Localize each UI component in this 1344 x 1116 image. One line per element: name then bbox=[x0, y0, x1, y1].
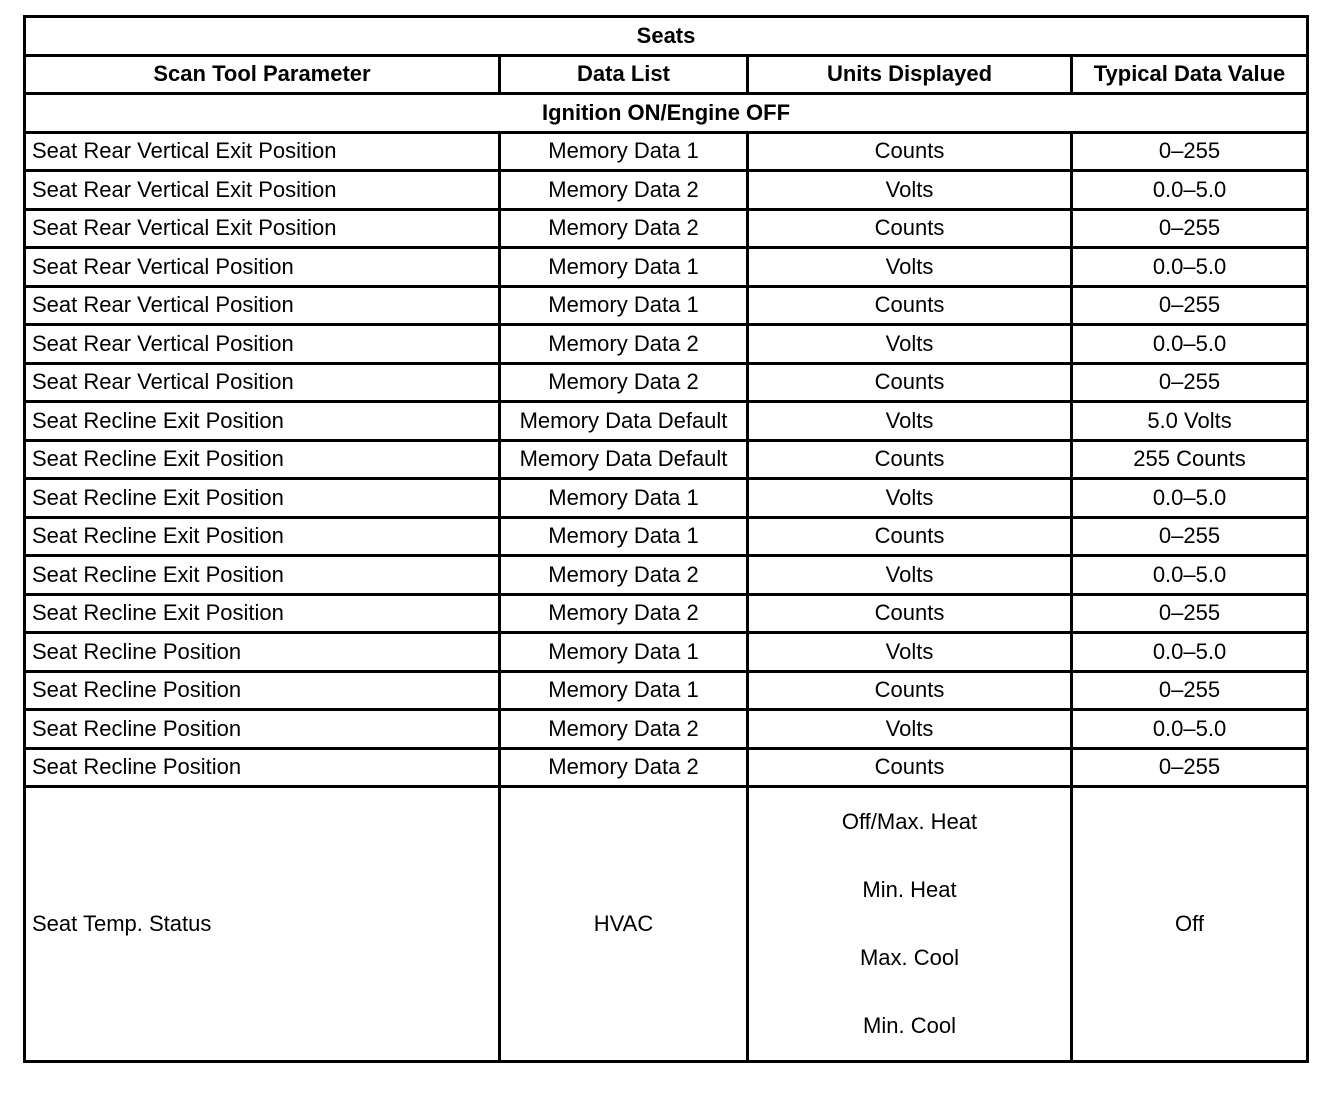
cell-parameter: Seat Recline Position bbox=[25, 710, 500, 749]
cell-parameter: Seat Recline Exit Position bbox=[25, 402, 500, 441]
cell-typical: 0–255 bbox=[1072, 132, 1308, 171]
table-row bbox=[25, 325, 1308, 364]
cell-parameter: Seat Rear Vertical Exit Position bbox=[25, 209, 500, 248]
cell-typical: 0.0–5.0 bbox=[1072, 248, 1308, 287]
cell-units: Volts bbox=[748, 633, 1072, 672]
table-row bbox=[25, 479, 1308, 518]
cell-parameter: Seat Recline Exit Position bbox=[25, 594, 500, 633]
cell-units: Volts bbox=[748, 248, 1072, 287]
cell-typical: 0–255 bbox=[1072, 671, 1308, 710]
cell-typical: Off bbox=[1072, 787, 1308, 1062]
cell-data-list: Memory Data 2 bbox=[500, 209, 748, 248]
unit-option: Off/Max. Heat bbox=[841, 809, 978, 834]
cell-data-list: Memory Data 2 bbox=[500, 710, 748, 749]
cell-typical: 255 Counts bbox=[1072, 440, 1308, 479]
cell-typical: 5.0 Volts bbox=[1072, 402, 1308, 441]
cell-units: Counts bbox=[748, 363, 1072, 402]
cell-typical: 0.0–5.0 bbox=[1072, 479, 1308, 518]
cell-data-list: Memory Data 2 bbox=[500, 171, 748, 210]
cell-typical: 0.0–5.0 bbox=[1072, 325, 1308, 364]
cell-data-list: Memory Data 2 bbox=[500, 363, 748, 402]
cell-typical: 0–255 bbox=[1072, 209, 1308, 248]
cell-data-list: Memory Data 1 bbox=[500, 517, 748, 556]
header-data-list: Data List bbox=[500, 55, 748, 94]
table-row bbox=[25, 440, 1308, 479]
cell-typical: 0.0–5.0 bbox=[1072, 171, 1308, 210]
cell-data-list: Memory Data 2 bbox=[500, 594, 748, 633]
cell-data-list: Memory Data 1 bbox=[500, 286, 748, 325]
header-units: Units Displayed bbox=[748, 55, 1072, 94]
cell-data-list: Memory Data 1 bbox=[500, 671, 748, 710]
table-row bbox=[25, 594, 1308, 633]
unit-option: Min. Heat bbox=[862, 877, 957, 902]
cell-data-list: Memory Data 1 bbox=[500, 248, 748, 287]
cell-typical: 0.0–5.0 bbox=[1072, 556, 1308, 595]
cell-units: Volts bbox=[748, 325, 1072, 364]
cell-typical: 0–255 bbox=[1072, 363, 1308, 402]
cell-parameter: Seat Rear Vertical Position bbox=[25, 325, 500, 364]
table-row bbox=[25, 363, 1308, 402]
cell-units bbox=[748, 787, 1072, 1062]
cell-parameter: Seat Rear Vertical Position bbox=[25, 363, 500, 402]
cell-typical: 0–255 bbox=[1072, 517, 1308, 556]
unit-option: Min. Cool bbox=[863, 1013, 956, 1038]
cell-data-list: Memory Data 1 bbox=[500, 633, 748, 672]
cell-units: Counts bbox=[748, 517, 1072, 556]
cell-units: Counts bbox=[748, 671, 1072, 710]
cell-units: Counts bbox=[748, 748, 1072, 787]
cell-parameter: Seat Recline Exit Position bbox=[25, 556, 500, 595]
cell-parameter: Seat Recline Exit Position bbox=[25, 440, 500, 479]
cell-typical: 0–255 bbox=[1072, 594, 1308, 633]
cell-parameter: Seat Rear Vertical Exit Position bbox=[25, 171, 500, 210]
cell-data-list: Memory Data 2 bbox=[500, 556, 748, 595]
table-row bbox=[25, 710, 1308, 749]
cell-units: Counts bbox=[748, 440, 1072, 479]
cell-units: Volts bbox=[748, 171, 1072, 210]
cell-units: Counts bbox=[748, 209, 1072, 248]
unit-option: Max. Cool bbox=[859, 945, 960, 970]
seats-data-table bbox=[23, 15, 1309, 1063]
cell-parameter: Seat Temp. Status bbox=[25, 787, 500, 1062]
table-row bbox=[25, 248, 1308, 287]
cell-typical: 0–255 bbox=[1072, 748, 1308, 787]
cell-parameter: Seat Recline Position bbox=[25, 748, 500, 787]
cell-units: Volts bbox=[748, 402, 1072, 441]
cell-parameter: Seat Rear Vertical Position bbox=[25, 286, 500, 325]
section-header: Ignition ON/Engine OFF bbox=[25, 94, 1308, 133]
cell-parameter: Seat Rear Vertical Exit Position bbox=[25, 132, 500, 171]
cell-parameter: Seat Recline Exit Position bbox=[25, 479, 500, 518]
cell-typical: 0.0–5.0 bbox=[1072, 710, 1308, 749]
table-row bbox=[25, 209, 1308, 248]
table-row bbox=[25, 556, 1308, 595]
cell-units: Volts bbox=[748, 556, 1072, 595]
cell-parameter: Seat Recline Exit Position bbox=[25, 517, 500, 556]
cell-data-list: Memory Data 2 bbox=[500, 325, 748, 364]
cell-data-list: Memory Data 1 bbox=[500, 479, 748, 518]
cell-data-list: Memory Data 2 bbox=[500, 748, 748, 787]
cell-units: Counts bbox=[748, 286, 1072, 325]
table-row bbox=[25, 787, 1308, 1062]
table-row bbox=[25, 402, 1308, 441]
cell-units: Volts bbox=[748, 710, 1072, 749]
cell-data-list: Memory Data Default bbox=[500, 440, 748, 479]
cell-units: Volts bbox=[748, 479, 1072, 518]
cell-typical: 0–255 bbox=[1072, 286, 1308, 325]
cell-typical: 0.0–5.0 bbox=[1072, 633, 1308, 672]
cell-data-list: Memory Data 1 bbox=[500, 132, 748, 171]
header-parameter: Scan Tool Parameter bbox=[25, 55, 500, 94]
cell-data-list: Memory Data Default bbox=[500, 402, 748, 441]
cell-data-list: HVAC bbox=[500, 787, 748, 1062]
header-typical: Typical Data Value bbox=[1072, 55, 1308, 94]
cell-parameter: Seat Recline Position bbox=[25, 671, 500, 710]
header-row bbox=[25, 55, 1308, 94]
table-row bbox=[25, 132, 1308, 171]
table-row bbox=[25, 286, 1308, 325]
cell-units: Counts bbox=[748, 132, 1072, 171]
table-row bbox=[25, 171, 1308, 210]
table-row bbox=[25, 748, 1308, 787]
table-title: Seats bbox=[25, 17, 1308, 56]
cell-units: Counts bbox=[748, 594, 1072, 633]
cell-parameter: Seat Recline Position bbox=[25, 633, 500, 672]
table-row bbox=[25, 633, 1308, 672]
table-row bbox=[25, 671, 1308, 710]
cell-parameter: Seat Rear Vertical Position bbox=[25, 248, 500, 287]
table-row bbox=[25, 517, 1308, 556]
